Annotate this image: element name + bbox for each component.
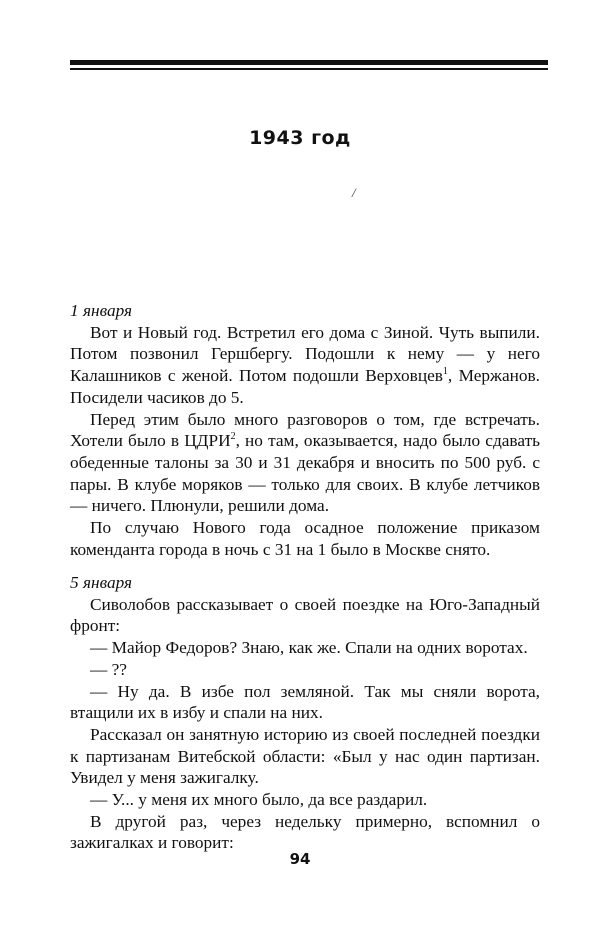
paragraph: Сиволобов рассказывает о своей поездке на Юго-Западный фронт:	[70, 594, 540, 636]
stray-mark: /	[352, 185, 356, 200]
paragraph-text: Вот и Новый год. Встретил его дома с Зиной. Чуть выпили. Потом позвонил Гершбергу. Подошли к нему — у него Калашников с женой. Потом подошли Верховцев	[70, 322, 540, 386]
diary-entry-jan-5	[70, 572, 540, 854]
paragraph-text: , Мержанов. Посидели часиков до 5.	[70, 366, 540, 407]
paragraph: — У... у меня их много было, да все раздарил.	[90, 790, 428, 810]
header-rule-thick	[70, 60, 548, 65]
chapter-title: 1943 год	[249, 127, 351, 149]
page-number: 94	[289, 850, 311, 868]
paragraph: — ??	[90, 659, 127, 679]
paragraph: — Ну да. В избе пол земляной. Так мы сняли ворота, втащили их в избу и спали на них.	[70, 681, 540, 723]
paragraph-text: Перед этим было много разговоров о том, где встречать. Хотели было в ЦДРИ	[70, 409, 540, 451]
paragraph: В другой раз, через недельку примерно, вспомнил о зажигалках и говорит:	[70, 811, 540, 853]
paragraph: — Майор Федоров? Знаю, как же. Спали на одних воротах.	[90, 638, 528, 658]
footnote-ref: 2	[230, 431, 236, 443]
paragraph: Рассказал он занятную историю из своей последней поездки к партизанам Витебской области: «Был у нас один партизан. Увидел у меня зажигалку.	[70, 724, 540, 788]
paragraph	[70, 322, 540, 409]
footnote-ref: 1	[442, 366, 448, 378]
entry-date: 1 января	[70, 301, 133, 320]
entry-date: 5 января	[70, 573, 133, 592]
header-rule-thin	[70, 68, 548, 70]
paragraph-text: , но там, оказывается, надо было сдавать обеденные талоны за 30 и 31 декабря и вносить по 500 руб. с пары. В клубе моряков — только для своих. В клубе летчиков — ничего. Плюнули, решили дома.	[70, 431, 541, 516]
paragraph: По случаю Нового года осадное положение приказом коменданта города в ночь с 31 на 1 было в Москве снято.	[70, 518, 540, 559]
diary-entry-jan-1	[70, 300, 540, 560]
paragraph	[70, 409, 540, 518]
